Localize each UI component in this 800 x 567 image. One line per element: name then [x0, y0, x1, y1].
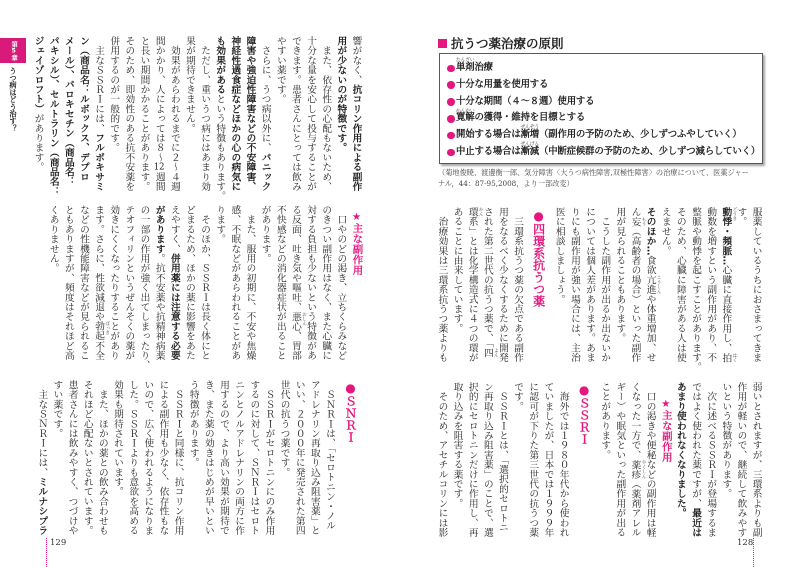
bold-text: があります — [153, 205, 165, 254]
text-segment: や体重増加、せ — [644, 294, 656, 363]
text-segment: 響がなく、 — [350, 36, 362, 85]
ruby-word — [629, 459, 647, 480]
ruby-reading: こうしん — [656, 274, 662, 294]
text-segment: 治療 — [474, 62, 493, 73]
text-column: 果が期待できません。 — [183, 36, 195, 133]
bold-text: ・頻脈… — [720, 226, 732, 266]
section-heading: ★主な副作用 — [659, 398, 672, 462]
text-column: のきつい副作用はなく、また心臓に — [320, 205, 332, 361]
text-segment: ます。さらに、性欲減退や — [93, 205, 105, 322]
text-segment: くなった一方で、 — [629, 382, 641, 460]
text-column: そのため、心臓に障害がある人は使 — [674, 207, 686, 363]
text-column: 動数を増すという副作用があり、不 — [705, 207, 717, 363]
ruby-reading: はく — [731, 352, 737, 362]
text-segment: された第二世代の抗うつ薬で、「 — [481, 207, 493, 348]
text-block-ssri-intro — [434, 382, 763, 548]
text-column: す。 — [735, 207, 747, 227]
ruby-base-text: 寛解 — [456, 112, 475, 124]
principle-text — [456, 94, 594, 111]
text-column — [333, 36, 348, 202]
text-column: ＳＮＲＩは、「セロトニン・ノル — [324, 380, 335, 531]
text-column: すい薬です。 — [51, 380, 63, 439]
ruby-base-text: 妄 — [629, 216, 641, 227]
ruby-word — [629, 216, 647, 227]
text-segment: 間かかり、人によっては８～ — [153, 36, 165, 163]
text-column: については個人差があります。あま — [584, 207, 596, 363]
text-column — [167, 205, 182, 371]
running-head: うつ病はどう治す？ — [9, 67, 18, 132]
text-column: いという特徴があります。 — [720, 382, 732, 499]
bold-text: あまり使われなくなりました。 — [674, 382, 686, 518]
text-column: 効きにくくなったりすることがあり — [108, 205, 120, 361]
ruby-reading: おしん — [301, 311, 307, 326]
bullet-icon — [447, 149, 455, 157]
text-segment: 主なＳＮＲＩには、 — [36, 380, 48, 477]
ruby-word — [720, 352, 737, 363]
principles-title-text: 抗うつ薬治療の原則 — [451, 36, 564, 51]
text-column: 不快感などの消化器症状が出ること — [274, 205, 286, 361]
text-column — [152, 205, 167, 371]
text-segment: 。抗不安薬や抗精神病薬 — [153, 253, 165, 361]
ruby-reading: ぼっき — [104, 321, 110, 336]
chapter-label: 第5章 — [10, 40, 18, 61]
text-column: そのため、アセチルコリンには影 — [436, 382, 448, 538]
ruby-word — [289, 311, 307, 332]
ruby-word — [481, 347, 499, 358]
principle-text — [456, 60, 493, 77]
ruby-base-text: 漸減 — [520, 145, 540, 157]
text-block-ssri-features — [30, 36, 363, 202]
bold-text: そのほか… — [644, 207, 656, 256]
ruby-word — [644, 274, 662, 295]
ruby-word — [466, 207, 484, 217]
ruby-base-text: 拍 — [720, 352, 732, 363]
text-column — [348, 36, 363, 202]
ruby-base-text: 漸増 — [520, 129, 540, 141]
text-column — [34, 380, 49, 546]
text-column: の一部の作用が強く出てしまったり、 — [138, 205, 150, 370]
ruby-reading: もう — [641, 216, 647, 226]
text-column: ギー）や眠気といった副作用が出る — [614, 382, 626, 538]
ruby-reading: かんかい — [455, 108, 475, 114]
bold-text: 抗コリン作用による副作 — [350, 84, 362, 192]
text-column: 三環系抗うつ薬の欠点である副作 — [512, 207, 524, 363]
chapter-tab — [0, 38, 26, 63]
text-segment: 系」とは化学構造式に４つの環が — [466, 216, 478, 363]
ruby-reading: かん — [478, 207, 484, 217]
text-block-tetracyclic — [434, 207, 763, 373]
text-column: 十分な量を安心して投与することが — [305, 36, 317, 192]
text-column — [212, 36, 227, 202]
bullet-icon — [447, 81, 455, 89]
text-column: 整脈や動悸を起こすことがあります。 — [690, 207, 702, 372]
text-column: ともありますが、頻度はそれほど高 — [62, 205, 74, 361]
text-column: また、服用の初期に、不安や焦燥 — [244, 205, 256, 361]
ruby-word — [520, 142, 540, 157]
text-column: 効果があらわれるまでに２～４週 — [168, 36, 180, 192]
ruby-base-text: 単剤 — [456, 62, 475, 73]
text-column: 次に述べるＳＳＲＩが登場するま — [705, 382, 717, 538]
text-column: テオフィリンというぜんそくの薬が — [123, 205, 135, 361]
bullet-icon — [447, 65, 455, 73]
section-heading: ●四環系抗うつ薬 — [531, 209, 546, 307]
ruby-reading: よん — [493, 347, 499, 357]
text-column: 用が見られることもあります。 — [614, 207, 626, 343]
text-column: 海外では１９８０年代から使われ — [557, 382, 569, 538]
ruby-reading: どうき — [731, 207, 737, 221]
bold-text: も効果がある — [214, 36, 226, 95]
text-column — [76, 36, 91, 202]
text-column: するのに対して、ＳＮＲＩはセロト — [248, 380, 260, 536]
text-segment: ん — [629, 207, 641, 217]
text-column: 対する負担も少ないという特徴があ — [305, 205, 317, 361]
bold-text: ミルナシプラ — [36, 477, 48, 536]
page-number: 129 — [50, 538, 67, 548]
text-column — [627, 382, 647, 548]
text-column — [30, 36, 45, 202]
citation-line: ナル，44：87-95,2008，より一部改変） — [438, 178, 574, 188]
bullet-icon — [447, 132, 455, 140]
principle-item — [447, 94, 762, 111]
text-column: どまるため、ほかの薬に影響をあた — [183, 205, 195, 361]
text-column: ニンとノルアドレナリンの両方に作 — [233, 380, 245, 536]
text-segment: る反面、吐き気や嘔吐、 — [289, 205, 301, 312]
bold-text: ン（商品名：ルボックス、デプロ — [77, 36, 89, 182]
section-heading: ●ＳＮＲＩ — [343, 381, 358, 443]
text-segment: という特徴もあります。 — [214, 94, 226, 201]
text-column: 併用するのが一般的です。 — [108, 36, 120, 153]
ruby-word — [93, 321, 110, 341]
bold-text: パニック — [259, 152, 271, 192]
text-column: 世代の抗うつ薬です。 — [278, 380, 290, 477]
bullet-icon — [447, 115, 455, 123]
ruby-base-text: 四 — [481, 347, 493, 358]
principle-item — [447, 144, 762, 161]
text-column — [46, 36, 61, 202]
principle-item — [447, 77, 762, 94]
text-column: 作用が軽いので、継続して飲みやす — [735, 382, 747, 538]
text-column: 択的にセロトニンだけに作用し、再 — [466, 382, 478, 538]
principle-text — [456, 144, 760, 161]
text-column — [480, 207, 499, 373]
text-column: また、ほかの薬との飲み合わせも — [96, 380, 108, 536]
text-column: による副作用も少なく、依存性もな — [157, 380, 169, 536]
citation — [438, 168, 768, 189]
principle-text — [456, 127, 742, 144]
bullet-icon — [447, 98, 455, 106]
text-column: があります。 — [259, 205, 271, 264]
text-column: そのため、即効性のある抗不安薬を — [123, 36, 135, 192]
right-page — [400, 0, 800, 567]
principle-item — [447, 127, 762, 144]
text-column: ＳＳＲＩとは、「選択的セロトニ — [497, 382, 508, 533]
text-column: そのほか、ＳＳＲＩは長く体にと — [199, 205, 211, 361]
text-column — [61, 36, 76, 202]
text-column: に認可が下りた第三世代の抗うつ薬 — [527, 382, 539, 538]
bold-text: 障害や強迫性障害などの不安障害、 — [244, 36, 256, 192]
text-segment: 中止する場合は — [456, 145, 521, 157]
text-column: した。ＳＳＲＩよりも意欲を高める — [127, 380, 139, 536]
citation-line: （菊地俊暁、渡邊衡一郎、気分障害〈大うつ病性障害,双極性障害〉の治療について、医薬ジャー — [438, 168, 749, 177]
text-column: 患者さんには飲みやすく、つづけや — [66, 380, 78, 536]
text-segment: 開始する場合は — [456, 129, 521, 141]
text-segment: があります。 — [32, 113, 44, 172]
text-segment: 心臓に直接作用し、 — [720, 265, 732, 353]
text-segment: （高齢者の場合）といった副作 — [629, 226, 641, 363]
text-column: また、依存性の心配もないため、 — [320, 36, 332, 192]
bold-text: 最近は — [690, 508, 702, 538]
text-column: 服薬しているうちにおさまってきま — [750, 207, 762, 363]
text-column: 治療効果は三環系抗うつ薬よりも — [436, 207, 448, 363]
text-column: う特徴があります。 — [187, 380, 199, 468]
ruby-word — [720, 207, 737, 227]
bold-text: ジェイゾロフト） — [32, 36, 44, 114]
text-column — [242, 36, 257, 202]
ruby-base-text: 亢進 — [644, 274, 656, 295]
ruby-reading: ぜんげん — [520, 142, 540, 148]
text-segment: 十分な用量を使用する — [456, 78, 549, 90]
text-column: 医に相談しましょう。 — [553, 207, 565, 304]
bold-text: 併用薬には注意する必要 — [168, 253, 180, 361]
text-column: 口やのどの渇き、立ちくらみなど — [335, 205, 347, 361]
principle-item — [447, 110, 762, 127]
bold-text: メール）、パロキセチン（商品名： — [62, 36, 74, 187]
text-column — [258, 36, 273, 202]
ruby-base-text: 環 — [466, 207, 478, 217]
bold-text: 神経性過食症などほかの心の病気に — [229, 36, 241, 192]
text-column — [91, 205, 110, 371]
text-column: ていましたが、日本では１９９９年 — [542, 382, 554, 538]
text-column — [152, 36, 167, 202]
text-column: 感、不眠などがあらわれることがあ — [229, 205, 241, 361]
text-column — [227, 36, 242, 202]
bold-text: パキシル）、セルトラリン（商品名： — [47, 36, 59, 197]
text-column: ＳＳＲＩと同様に、抗コリン作用 — [172, 380, 184, 536]
bold-text: フルボキサミ — [93, 133, 105, 192]
principles-box — [439, 53, 763, 164]
principles-title — [438, 35, 564, 51]
ruby-word — [455, 58, 475, 73]
principle-text — [456, 77, 548, 94]
text-column: やすい薬です。 — [274, 36, 286, 104]
page-number-dotted-rule — [46, 538, 47, 567]
text-column: ＳＳＲＩがセロトニンにのみ作用 — [263, 380, 275, 536]
bold-text: 用が少ないのが特徴です。 — [335, 36, 347, 153]
text-segment: えやすく、 — [168, 205, 180, 254]
text-column — [673, 382, 688, 548]
text-column — [642, 207, 662, 373]
text-column: こうした副作用が出るか出ないか — [599, 207, 611, 363]
ruby-word — [455, 108, 475, 124]
principle-item — [447, 60, 762, 77]
text-segment: 食欲 — [644, 255, 656, 275]
ruby-base-text: 悪心 — [289, 311, 301, 332]
text-column — [288, 205, 307, 371]
text-column: 取り込みを阻害する薬です。 — [451, 382, 463, 509]
text-column — [465, 207, 484, 373]
text-column: ことがあります。 — [599, 382, 611, 460]
text-column: と長い期間かかることがあります。 — [138, 36, 150, 192]
ruby-word — [520, 125, 540, 141]
text-column: いので、広く使われるようになりま — [142, 380, 154, 536]
text-segment: 不全 — [93, 340, 105, 361]
text-segment: 週間 — [153, 171, 165, 192]
text-column — [718, 207, 737, 373]
ruby-reading: たんざい — [455, 58, 475, 64]
text-column: 用するので、より高い効果が期待で — [218, 380, 230, 536]
ruby-reading: ぜんぞう — [520, 125, 540, 131]
text-segment: （副作用の予防のため、少しずつふやしていく） — [539, 129, 742, 141]
text-segment: 十分な期間（４～８週）使用する — [456, 95, 595, 107]
ruby-base-text: 薬疹 — [629, 459, 641, 480]
text-column: 用をなるべく少なくするために開発 — [497, 207, 508, 363]
text-segment: 、胃部 — [289, 331, 301, 361]
text-column: ります。 — [214, 205, 226, 244]
text-column: 効果も期待されています。 — [112, 380, 124, 497]
text-column: くありません。 — [47, 205, 59, 273]
text-column: などの性機能障害などが見られるこ — [77, 205, 89, 361]
text-column — [627, 207, 647, 373]
section-heading: ★主な副作用 — [350, 211, 363, 275]
text-segment: （中断症候群の予防のため、少しずつ減らしていく） — [539, 145, 761, 157]
text-column: 弱いとされますが、三環系よりも副 — [750, 382, 762, 538]
text-column: いい、２０００年に発売された第四 — [293, 380, 305, 536]
text-column: き、また薬の効きはじめが早いとい — [202, 380, 214, 536]
text-column: それほど心配ないとされています。 — [81, 380, 93, 536]
page-number: 128 — [737, 538, 754, 548]
text-segment: （薬剤アレル — [629, 479, 641, 538]
text-column: ン再取り込み阻害薬」のことで、選 — [481, 382, 493, 538]
ruby-base-text: 勃起 — [93, 321, 105, 341]
text-block-ssri-side-effects — [46, 205, 364, 371]
principles-list — [447, 60, 762, 161]
text-column: です。 — [512, 382, 524, 412]
text-column: できます。患者さんにとっては飲み — [289, 36, 301, 192]
square-marker-icon — [438, 39, 447, 48]
text-column: 口の渇きや便秘などの副作用は軽 — [644, 382, 656, 538]
text-column: あることに由来しています。 — [451, 207, 463, 334]
text-column: りにも副作用が強い場合には、主治 — [568, 207, 580, 363]
text-segment: 12 — [153, 162, 165, 172]
ruby-reading: やくしん — [641, 459, 647, 479]
ruby-base-text: 動悸 — [720, 207, 732, 227]
section-heading: ●ＳＳＲＩ — [577, 383, 592, 445]
text-column: アドレナリン再取り込み阻害薬」と — [308, 380, 320, 536]
text-segment: 主なＳＳＲＩには、 — [93, 36, 105, 133]
text-segment: の獲得・維持を目標とする — [474, 112, 586, 124]
text-column — [91, 36, 106, 202]
text-column: ただし、重いうつ病にはあまり効 — [199, 36, 211, 192]
text-segment: さらに、うつ病以外に、 — [259, 36, 271, 153]
text-segment: ではよく使われた薬ですが、 — [690, 382, 702, 509]
text-block-snri — [34, 380, 363, 546]
text-column — [688, 382, 703, 548]
text-column: えません。 — [659, 207, 671, 256]
